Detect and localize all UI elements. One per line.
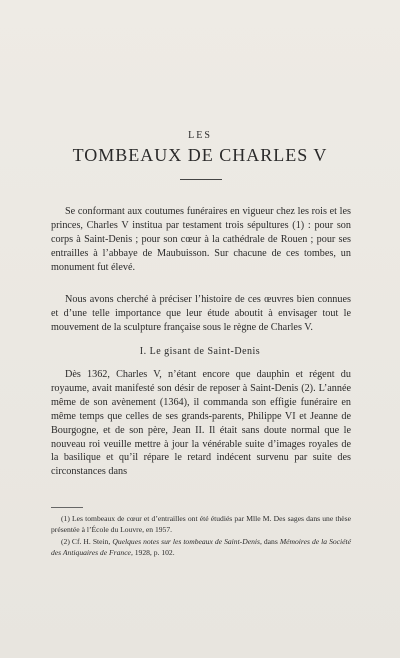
intro-text-1: Se conformant aux coutumes funéraires en vigueur chez les rois et les princes, Charles V institua par testament trois sépultures (1) : pour son corps à Saint-Denis ; pour son cœur à la cathédrale de Rouen ; pour ses entrailles à l’abbaye de Maubuisson. Sur chacune de ces tombes, un monument fut élevé. xyxy=(51,206,351,273)
footnote-2-journal: Mémoires de la Société des Antiquaires de France xyxy=(51,537,351,557)
article-kicker: LES xyxy=(188,130,212,141)
footnote-2-prefix: (2) Cf. H. Stein, xyxy=(61,537,111,546)
title-divider xyxy=(180,179,222,180)
footnote-divider xyxy=(51,507,83,508)
section-heading: I. Le gisant de Saint-Denis xyxy=(139,346,261,357)
footnote-2-title: Quelques notes sur les tombeaux de Saint-Denis xyxy=(112,537,260,546)
section-paragraph xyxy=(51,368,351,479)
intro-text-2: Nous avons cherché à préciser l’histoire de ces œuvres bien connues et d’une telle importance que leur étude aboutit à envisager tout le mouvement de la sculpture française sous le règne de Charles V. xyxy=(51,294,351,333)
footnote-2-mid: , dans xyxy=(259,537,278,546)
footnote-1: (1) Les tombeaux de cœur et d’entrailles ont été étudiés par Mlle M. Des sages dans une thèse présentée à l’École du Louvre, en 1957. xyxy=(51,514,351,534)
article-title: TOMBEAUX DE CHARLES V xyxy=(72,145,328,165)
footnotes xyxy=(51,514,351,560)
section-text: Dès 1362, Charles V, n’étant encore que dauphin et régent du royaume, avait manifesté son désir de reposer à Saint-Denis (2). L’année même de son avènement (1364), il commanda son effigie funéraire en même temps que celles de ses grands-parents, Philippe VI et Jeanne de Bourgogne, et de son père, Jean II. Il était sans doute normal que le nouveau roi veuille mettre à jour la vénérable suite d’images royales de la basilique et qu’il répare le retard indécent survenu par suite des circonstances dans xyxy=(51,369,351,478)
intro-paragraph-2 xyxy=(51,293,351,335)
intro-paragraph-1 xyxy=(51,205,351,275)
footnote-2-suffix: , 1928, p. 102. xyxy=(130,547,175,557)
footnote-2 xyxy=(51,537,351,558)
